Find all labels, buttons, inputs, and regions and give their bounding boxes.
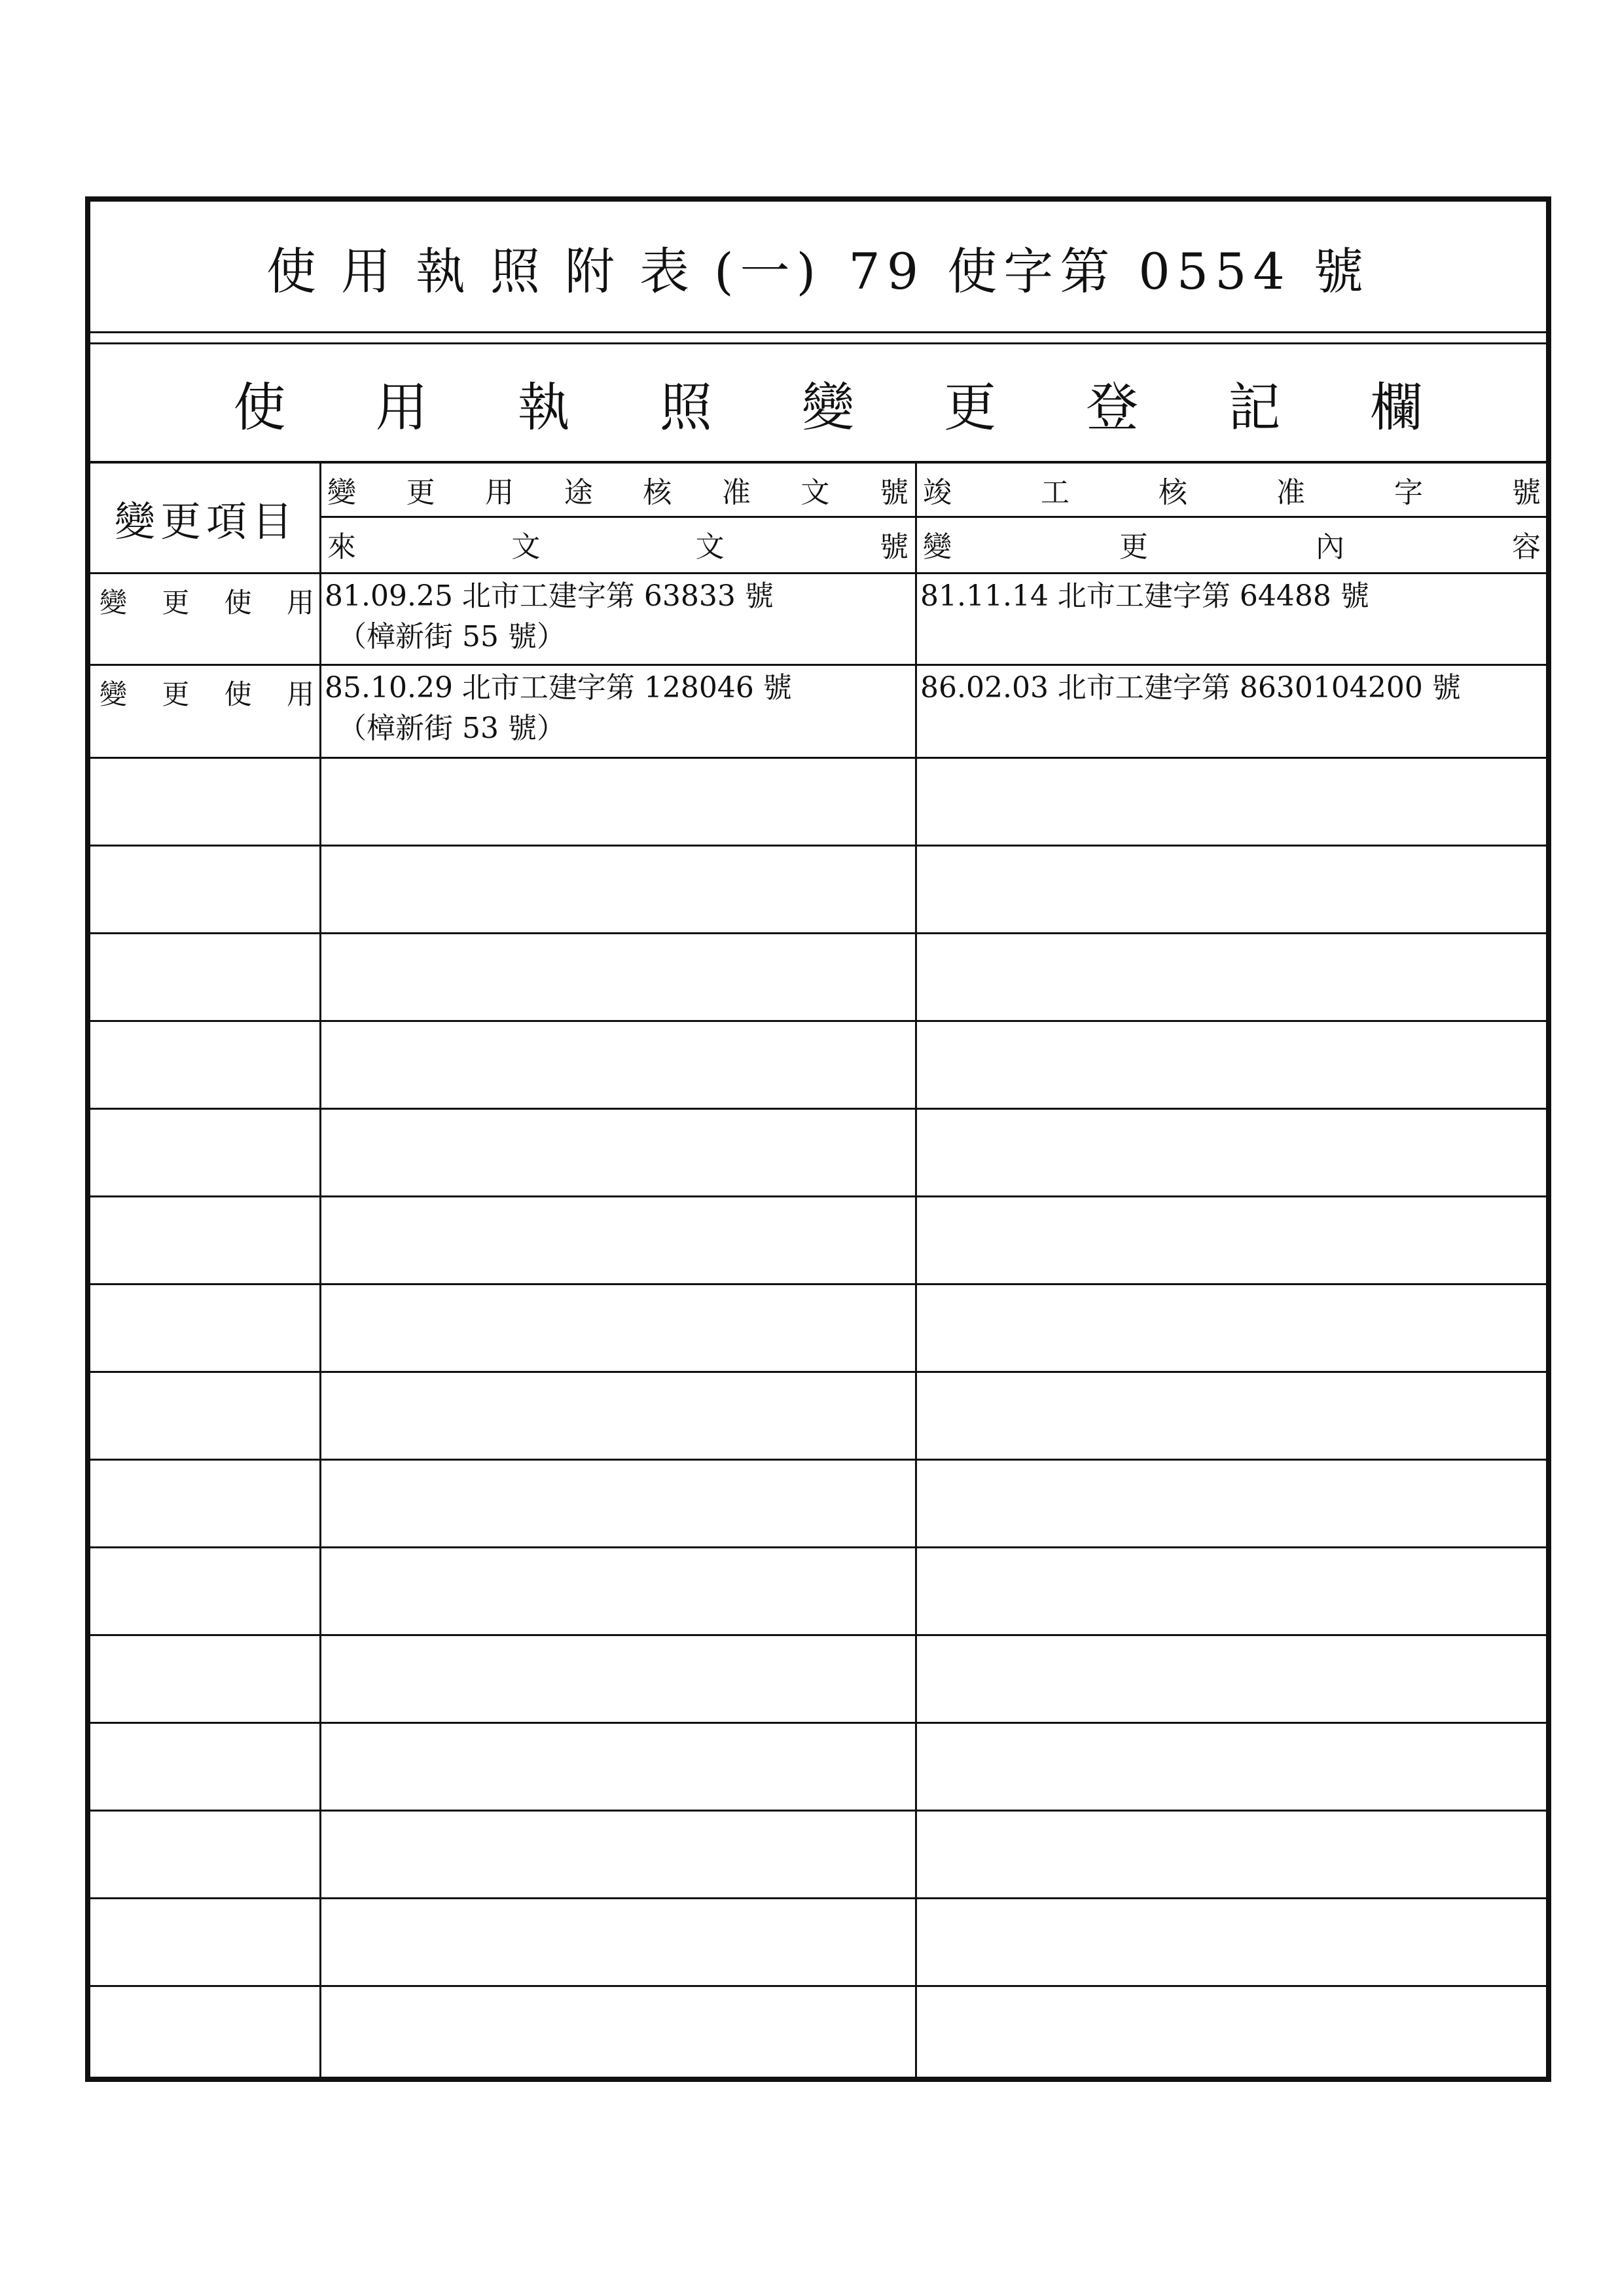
row-2-completion: 86.02.03 北市工建字第 8630104200 號 <box>920 671 1461 704</box>
row-2-approval <box>325 668 792 749</box>
row-divider <box>90 1722 1546 1724</box>
section-title-char: 變 <box>801 376 854 438</box>
row-1-item: 變 更 使 用 <box>99 587 314 619</box>
row-divider <box>90 845 1546 847</box>
row-divider <box>90 572 1546 574</box>
header-change-content: 變 更 內 容 <box>923 530 1541 564</box>
row-1-approval-line2: （樟新街 55 號） <box>338 620 566 653</box>
row-1-approval <box>325 576 774 657</box>
row-2-approval-line2: （樟新街 53 號） <box>338 712 566 745</box>
header-source-doc: 來 文 文 號 <box>327 530 908 564</box>
permit-form <box>85 196 1551 2082</box>
section-title-char: 記 <box>1228 376 1281 438</box>
row-divider <box>90 1108 1546 1110</box>
column-divider <box>319 464 321 2077</box>
section-title-char: 欄 <box>1370 376 1423 438</box>
title-suffix: (一) <box>714 242 823 301</box>
row-divider <box>90 757 1546 759</box>
change-table <box>90 464 1546 2077</box>
form-title <box>90 202 1546 333</box>
section-title-char: 使 <box>233 376 286 438</box>
title-text: 使用執照附表 <box>266 242 715 301</box>
row-divider <box>90 664 1546 666</box>
header-split-line <box>321 516 1546 518</box>
header-change-item: 變更項目 <box>114 497 298 545</box>
row-divider <box>90 1371 1546 1373</box>
row-divider <box>90 1985 1546 1987</box>
row-divider <box>90 932 1546 934</box>
row-divider <box>90 1634 1546 1636</box>
row-divider <box>90 1283 1546 1285</box>
section-title-char: 照 <box>659 376 712 438</box>
permit-number: 79 使字第 0554 號 <box>848 242 1370 301</box>
row-divider <box>90 1020 1546 1022</box>
row-1-completion: 81.11.14 北市工建字第 64488 號 <box>920 579 1369 613</box>
row-2-item: 變 更 使 用 <box>99 678 314 710</box>
row-divider <box>90 1195 1546 1197</box>
row-divider <box>90 1546 1546 1548</box>
section-title-char: 登 <box>1086 376 1139 438</box>
section-title-char: 更 <box>944 376 997 438</box>
header-completion-no: 竣 工 核 准 字 號 <box>923 476 1541 509</box>
section-title <box>90 344 1546 461</box>
row-2-approval-line1: 85.10.29 北市工建字第 128046 號 <box>325 671 792 704</box>
column-divider <box>915 464 917 2077</box>
section-title-char: 執 <box>517 376 570 438</box>
section-title-char: 用 <box>375 376 428 438</box>
row-divider <box>90 1810 1546 1812</box>
title-separator <box>90 331 1546 344</box>
header-approval-doc: 變 更 用 途 核 准 文 號 <box>327 476 908 509</box>
row-1-approval-line1: 81.09.25 北市工建字第 63833 號 <box>325 579 774 613</box>
row-divider <box>90 1459 1546 1461</box>
row-divider <box>90 1897 1546 1899</box>
